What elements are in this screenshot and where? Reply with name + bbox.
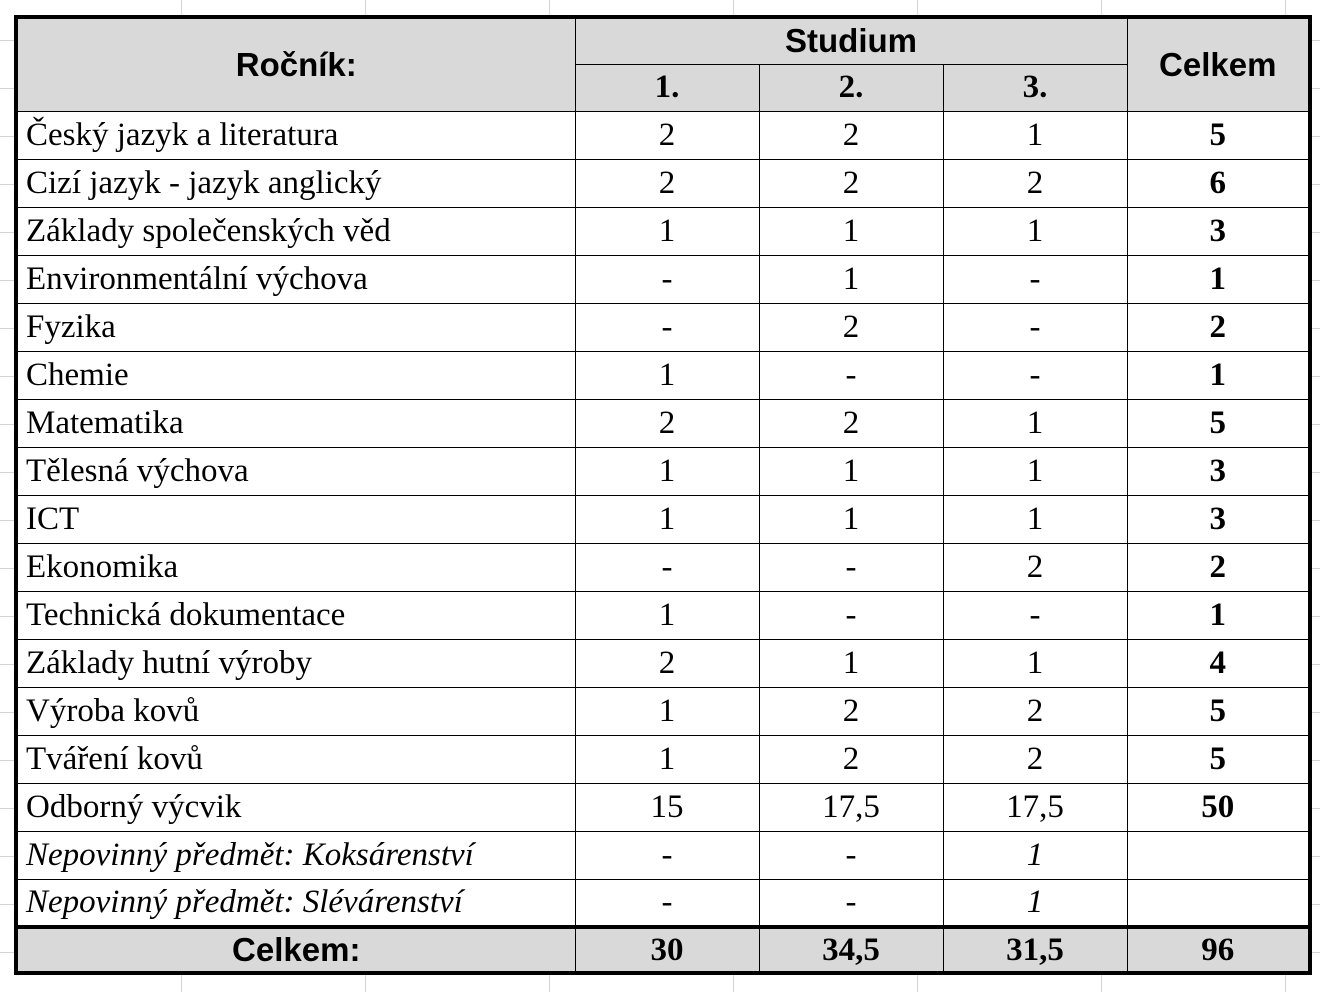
footer-year-1-total[interactable]: 30 [575,927,759,973]
year-1-cell[interactable]: 2 [575,639,759,687]
year-2-cell[interactable]: 2 [759,399,943,447]
year-2-cell[interactable]: - [759,831,943,879]
year-3-cell[interactable]: - [943,351,1127,399]
year-3-cell[interactable]: 1 [943,639,1127,687]
year-2-cell[interactable]: 1 [759,639,943,687]
header-year-3[interactable]: 3. [943,64,1127,111]
table-row [16,303,1310,351]
year-2-cell[interactable]: 2 [759,735,943,783]
table-row [16,639,1310,687]
year-1-cell[interactable]: 2 [575,111,759,159]
year-2-cell[interactable]: 1 [759,447,943,495]
subject-cell[interactable]: Základy společenských věd [16,207,575,255]
year-1-cell[interactable]: 1 [575,207,759,255]
year-1-cell[interactable]: - [575,831,759,879]
subject-cell[interactable]: Cizí jazyk - jazyk anglický [16,159,575,207]
subject-cell[interactable]: Výroba kovů [16,687,575,735]
table-row [16,159,1310,207]
subject-cell[interactable]: Technická dokumentace [16,591,575,639]
year-1-cell[interactable]: 1 [575,591,759,639]
table-row [16,831,1310,879]
total-cell[interactable]: 1 [1127,255,1310,303]
footer-label[interactable]: Celkem: [16,927,575,973]
subject-cell[interactable]: Nepovinný předmět: Koksárenství [16,831,575,879]
table-row [16,687,1310,735]
subject-cell[interactable]: Tváření kovů [16,735,575,783]
header-study-label[interactable]: Studium [575,17,1127,64]
total-cell[interactable]: 3 [1127,207,1310,255]
subject-cell[interactable]: Odborný výcvik [16,783,575,831]
year-2-cell[interactable]: - [759,591,943,639]
total-cell[interactable] [1127,831,1310,879]
table-row [16,783,1310,831]
table-row [16,879,1310,927]
year-2-cell[interactable]: - [759,879,943,927]
total-cell[interactable]: 6 [1127,159,1310,207]
table-row [16,591,1310,639]
footer-grand-total[interactable]: 96 [1127,927,1310,973]
year-3-cell[interactable]: - [943,255,1127,303]
subject-cell[interactable]: Ekonomika [16,543,575,591]
year-3-cell[interactable]: 2 [943,735,1127,783]
year-3-cell[interactable]: - [943,303,1127,351]
year-1-cell[interactable]: 1 [575,735,759,783]
year-3-cell[interactable]: 17,5 [943,783,1127,831]
year-1-cell[interactable]: - [575,303,759,351]
total-cell[interactable]: 50 [1127,783,1310,831]
year-1-cell[interactable]: 1 [575,495,759,543]
year-1-cell[interactable]: 1 [575,687,759,735]
year-3-cell[interactable]: 1 [943,495,1127,543]
year-3-cell[interactable]: 1 [943,879,1127,927]
total-cell[interactable]: 3 [1127,495,1310,543]
subject-cell[interactable]: Základy hutní výroby [16,639,575,687]
year-1-cell[interactable]: - [575,879,759,927]
subject-cell[interactable]: Český jazyk a literatura [16,111,575,159]
year-3-cell[interactable]: 2 [943,543,1127,591]
footer-year-3-total[interactable]: 31,5 [943,927,1127,973]
year-1-cell[interactable]: - [575,543,759,591]
table-row [16,255,1310,303]
year-1-cell[interactable]: 1 [575,351,759,399]
year-2-cell[interactable]: 1 [759,207,943,255]
year-3-cell[interactable]: 2 [943,159,1127,207]
subject-cell[interactable]: Tělesná výchova [16,447,575,495]
year-2-cell[interactable]: 17,5 [759,783,943,831]
table-row [16,111,1310,159]
subject-cell[interactable]: Matematika [16,399,575,447]
table-row [16,447,1310,495]
total-cell[interactable]: 2 [1127,543,1310,591]
total-cell[interactable]: 5 [1127,111,1310,159]
total-cell[interactable] [1127,879,1310,927]
year-2-cell[interactable]: 2 [759,159,943,207]
total-cell[interactable]: 4 [1127,639,1310,687]
year-3-cell[interactable]: - [943,591,1127,639]
year-2-cell[interactable]: - [759,351,943,399]
year-2-cell[interactable]: - [759,543,943,591]
year-3-cell[interactable]: 1 [943,831,1127,879]
subject-cell[interactable]: Nepovinný předmět: Slévárenství [16,879,575,927]
footer-year-2-total[interactable]: 34,5 [759,927,943,973]
subject-cell[interactable]: Chemie [16,351,575,399]
subject-cell[interactable]: ICT [16,495,575,543]
total-cell[interactable]: 1 [1127,591,1310,639]
year-3-cell[interactable]: 1 [943,447,1127,495]
table-row [16,495,1310,543]
total-cell[interactable]: 2 [1127,303,1310,351]
total-cell[interactable]: 5 [1127,399,1310,447]
table-row [16,207,1310,255]
year-2-cell[interactable]: 1 [759,255,943,303]
subject-cell[interactable]: Environmentální výchova [16,255,575,303]
year-2-cell[interactable]: 2 [759,687,943,735]
year-2-cell[interactable]: 2 [759,111,943,159]
curriculum-table [14,15,1312,975]
year-1-cell[interactable]: - [575,255,759,303]
table-row [16,735,1310,783]
year-3-cell[interactable]: 1 [943,399,1127,447]
header-total-label[interactable]: Celkem [1127,17,1310,111]
year-3-cell[interactable]: 2 [943,687,1127,735]
year-1-cell[interactable]: 1 [575,447,759,495]
year-3-cell[interactable]: 1 [943,207,1127,255]
subject-cell[interactable]: Fyzika [16,303,575,351]
total-cell[interactable]: 1 [1127,351,1310,399]
table-row [16,399,1310,447]
year-2-cell[interactable]: 2 [759,303,943,351]
total-cell[interactable]: 5 [1127,687,1310,735]
year-1-cell[interactable]: 2 [575,399,759,447]
table-row [16,543,1310,591]
header-year-1[interactable]: 1. [575,64,759,111]
year-2-cell[interactable]: 1 [759,495,943,543]
year-1-cell[interactable]: 2 [575,159,759,207]
total-cell[interactable]: 5 [1127,735,1310,783]
header-year-label[interactable]: Ročník: [16,17,575,111]
total-cell[interactable]: 3 [1127,447,1310,495]
table-row [16,351,1310,399]
year-1-cell[interactable]: 15 [575,783,759,831]
header-year-2[interactable]: 2. [759,64,943,111]
year-3-cell[interactable]: 1 [943,111,1127,159]
